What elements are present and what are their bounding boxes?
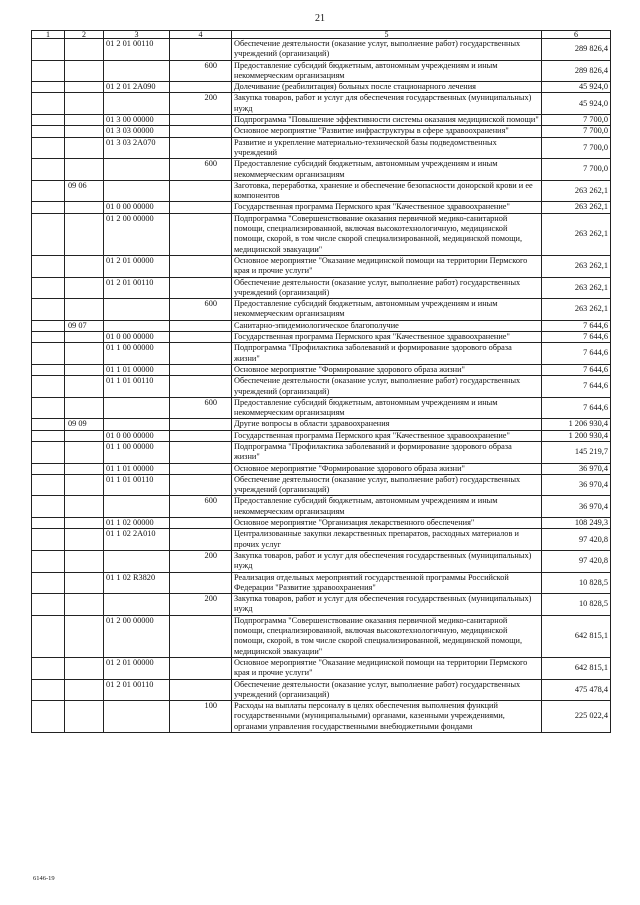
cell-col1 bbox=[32, 126, 65, 137]
cell-target-code: 01 1 02 2А010 bbox=[104, 529, 170, 551]
cell-expense-type bbox=[170, 441, 232, 463]
cell-description: Государственная программа Пермского края "Качественное здравоохранение" bbox=[232, 202, 542, 213]
cell-target-code: 01 2 01 00000 bbox=[104, 657, 170, 679]
cell-section-code bbox=[65, 202, 104, 213]
table-row bbox=[32, 701, 611, 733]
cell-col1 bbox=[32, 115, 65, 126]
cell-section-code bbox=[65, 594, 104, 616]
cell-expense-type: 600 bbox=[170, 397, 232, 419]
cell-expense-type bbox=[170, 39, 232, 61]
cell-section-code: 09 09 bbox=[65, 419, 104, 430]
table-row bbox=[32, 320, 611, 331]
table-row bbox=[32, 550, 611, 572]
table-row bbox=[32, 529, 611, 551]
table-row bbox=[32, 518, 611, 529]
cell-description: Развитие и укрепление материально-технической базы подведомственных учреждений bbox=[232, 137, 542, 159]
cell-description: Основное мероприятие "Оказание медицинской помощи на территории Пермского края и прочие услуги" bbox=[232, 255, 542, 277]
cell-description: Обеспечение деятельности (оказание услуг, выполнение работ) государственных учреждений (организаций) bbox=[232, 376, 542, 398]
cell-section-code bbox=[65, 615, 104, 657]
cell-target-code: 01 2 00 00000 bbox=[104, 213, 170, 255]
cell-description: Другие вопросы в области здравоохранения bbox=[232, 419, 542, 430]
cell-expense-type bbox=[170, 213, 232, 255]
cell-target-code: 01 1 02 R3820 bbox=[104, 572, 170, 594]
cell-col1 bbox=[32, 137, 65, 159]
cell-col1 bbox=[32, 594, 65, 616]
cell-expense-type bbox=[170, 137, 232, 159]
cell-description: Предоставление субсидий бюджетным, автономным учреждениям и иным некоммерческим организациям bbox=[232, 397, 542, 419]
column-number-2: 2 bbox=[65, 31, 104, 39]
cell-amount: 7 700,0 bbox=[542, 159, 611, 181]
cell-description: Закупка товаров, работ и услуг для обеспечения государственных (муниципальных) нужд bbox=[232, 594, 542, 616]
cell-col1 bbox=[32, 332, 65, 343]
cell-amount: 289 826,4 bbox=[542, 39, 611, 61]
table-row bbox=[32, 572, 611, 594]
cell-description: Долечивание (реабилитация) больных после стационарного лечения bbox=[232, 82, 542, 93]
cell-target-code: 01 1 01 00000 bbox=[104, 364, 170, 375]
table-row bbox=[32, 277, 611, 299]
cell-amount: 263 262,1 bbox=[542, 277, 611, 299]
cell-amount: 642 815,1 bbox=[542, 657, 611, 679]
cell-expense-type bbox=[170, 320, 232, 331]
cell-description: Реализация отдельных мероприятий государственной программы Российской Федерации "Развитие здравоохранения" bbox=[232, 572, 542, 594]
cell-expense-type bbox=[170, 529, 232, 551]
cell-expense-type bbox=[170, 115, 232, 126]
cell-section-code bbox=[65, 679, 104, 701]
cell-amount: 475 478,4 bbox=[542, 679, 611, 701]
cell-section-code bbox=[65, 126, 104, 137]
table-row bbox=[32, 82, 611, 93]
column-number-3: 3 bbox=[104, 31, 170, 39]
cell-target-code bbox=[104, 180, 170, 202]
cell-description: Обеспечение деятельности (оказание услуг, выполнение работ) государственных учреждений (организаций) bbox=[232, 39, 542, 61]
table-row bbox=[32, 594, 611, 616]
table-row bbox=[32, 419, 611, 430]
cell-section-code bbox=[65, 299, 104, 321]
cell-target-code: 01 1 02 00000 bbox=[104, 518, 170, 529]
cell-section-code bbox=[65, 115, 104, 126]
cell-col1 bbox=[32, 474, 65, 496]
cell-description: Обеспечение деятельности (оказание услуг, выполнение работ) государственных учреждений (организаций) bbox=[232, 474, 542, 496]
table-row bbox=[32, 137, 611, 159]
cell-target-code: 01 1 01 00110 bbox=[104, 474, 170, 496]
cell-description: Предоставление субсидий бюджетным, автономным учреждениям и иным некоммерческим организациям bbox=[232, 496, 542, 518]
cell-target-code: 01 2 01 00110 bbox=[104, 277, 170, 299]
cell-amount: 263 262,1 bbox=[542, 180, 611, 202]
cell-target-code bbox=[104, 550, 170, 572]
cell-expense-type bbox=[170, 679, 232, 701]
cell-amount: 7 644,6 bbox=[542, 364, 611, 375]
cell-col1 bbox=[32, 159, 65, 181]
cell-expense-type bbox=[170, 277, 232, 299]
cell-expense-type bbox=[170, 364, 232, 375]
table-row bbox=[32, 463, 611, 474]
cell-expense-type bbox=[170, 82, 232, 93]
cell-section-code: 09 07 bbox=[65, 320, 104, 331]
cell-amount: 36 970,4 bbox=[542, 474, 611, 496]
cell-description: Предоставление субсидий бюджетным, автономным учреждениям и иным некоммерческим организациям bbox=[232, 299, 542, 321]
cell-section-code bbox=[65, 550, 104, 572]
cell-target-code: 01 0 00 00000 bbox=[104, 332, 170, 343]
cell-amount: 642 815,1 bbox=[542, 615, 611, 657]
cell-section-code bbox=[65, 572, 104, 594]
cell-amount: 45 924,0 bbox=[542, 93, 611, 115]
table-row bbox=[32, 93, 611, 115]
cell-target-code bbox=[104, 159, 170, 181]
cell-col1 bbox=[32, 615, 65, 657]
cell-col1 bbox=[32, 679, 65, 701]
cell-amount: 263 262,1 bbox=[542, 213, 611, 255]
table-row bbox=[32, 159, 611, 181]
cell-expense-type bbox=[170, 126, 232, 137]
cell-amount: 263 262,1 bbox=[542, 255, 611, 277]
cell-expense-type bbox=[170, 463, 232, 474]
cell-expense-type: 600 bbox=[170, 496, 232, 518]
cell-target-code: 01 1 00 00000 bbox=[104, 343, 170, 365]
cell-col1 bbox=[32, 343, 65, 365]
cell-section-code bbox=[65, 430, 104, 441]
cell-section-code bbox=[65, 441, 104, 463]
cell-target-code bbox=[104, 701, 170, 733]
cell-target-code: 01 2 00 00000 bbox=[104, 615, 170, 657]
cell-expense-type bbox=[170, 255, 232, 277]
cell-target-code bbox=[104, 320, 170, 331]
cell-section-code bbox=[65, 529, 104, 551]
table-row bbox=[32, 299, 611, 321]
table-row bbox=[32, 364, 611, 375]
cell-target-code: 01 3 03 00000 bbox=[104, 126, 170, 137]
cell-amount: 36 970,4 bbox=[542, 496, 611, 518]
cell-section-code bbox=[65, 463, 104, 474]
cell-target-code: 01 1 01 00000 bbox=[104, 463, 170, 474]
cell-amount: 1 206 930,4 bbox=[542, 419, 611, 430]
cell-target-code: 01 2 01 00000 bbox=[104, 255, 170, 277]
cell-col1 bbox=[32, 496, 65, 518]
cell-col1 bbox=[32, 299, 65, 321]
cell-section-code: 09 06 bbox=[65, 180, 104, 202]
cell-col1 bbox=[32, 701, 65, 733]
cell-description: Государственная программа Пермского края "Качественное здравоохранение" bbox=[232, 430, 542, 441]
table-row bbox=[32, 397, 611, 419]
table-row bbox=[32, 441, 611, 463]
cell-expense-type bbox=[170, 343, 232, 365]
cell-amount: 7 644,6 bbox=[542, 397, 611, 419]
cell-expense-type: 200 bbox=[170, 594, 232, 616]
cell-col1 bbox=[32, 419, 65, 430]
cell-target-code: 01 3 03 2А070 bbox=[104, 137, 170, 159]
cell-col1 bbox=[32, 93, 65, 115]
cell-description: Основное мероприятие "Организация лекарственного обеспечения" bbox=[232, 518, 542, 529]
cell-col1 bbox=[32, 320, 65, 331]
cell-expense-type bbox=[170, 202, 232, 213]
cell-description: Подпрограмма "Профилактика заболеваний и формирование здорового образа жизни" bbox=[232, 441, 542, 463]
cell-amount: 97 420,8 bbox=[542, 550, 611, 572]
cell-col1 bbox=[32, 180, 65, 202]
cell-expense-type bbox=[170, 332, 232, 343]
cell-amount: 145 219,7 bbox=[542, 441, 611, 463]
cell-description: Санитарно-эпидемиологическое благополучие bbox=[232, 320, 542, 331]
cell-expense-type bbox=[170, 615, 232, 657]
cell-description: Закупка товаров, работ и услуг для обеспечения государственных (муниципальных) нужд bbox=[232, 550, 542, 572]
column-number-1: 1 bbox=[32, 31, 65, 39]
table-row bbox=[32, 213, 611, 255]
cell-description: Основное мероприятие "Формирование здорового образа жизни" bbox=[232, 364, 542, 375]
cell-description: Подпрограмма "Совершенствование оказания первичной медико-санитарной помощи, специализированной, включая высокотехнологичную, медицинской помощи, скорой, в том числе скорой специализированной, медицинской помощи, медицинской эвакуации" bbox=[232, 615, 542, 657]
cell-col1 bbox=[32, 463, 65, 474]
table-row bbox=[32, 474, 611, 496]
column-number-4: 4 bbox=[170, 31, 232, 39]
cell-col1 bbox=[32, 441, 65, 463]
cell-col1 bbox=[32, 550, 65, 572]
cell-section-code bbox=[65, 93, 104, 115]
column-number-6: 6 bbox=[542, 31, 611, 39]
table-row bbox=[32, 180, 611, 202]
cell-section-code bbox=[65, 332, 104, 343]
cell-col1 bbox=[32, 572, 65, 594]
table-row bbox=[32, 343, 611, 365]
cell-target-code: 01 0 00 00000 bbox=[104, 202, 170, 213]
cell-col1 bbox=[32, 364, 65, 375]
cell-section-code bbox=[65, 255, 104, 277]
cell-section-code bbox=[65, 343, 104, 365]
cell-col1 bbox=[32, 255, 65, 277]
cell-target-code bbox=[104, 93, 170, 115]
table-row bbox=[32, 376, 611, 398]
cell-description: Основное мероприятие "Оказание медицинской помощи на территории Пермского края и прочие услуги" bbox=[232, 657, 542, 679]
cell-target-code: 01 1 00 00000 bbox=[104, 441, 170, 463]
cell-amount: 1 200 930,4 bbox=[542, 430, 611, 441]
cell-amount: 7 644,6 bbox=[542, 376, 611, 398]
cell-col1 bbox=[32, 657, 65, 679]
page-number: 21 bbox=[315, 13, 325, 24]
cell-expense-type: 200 bbox=[170, 93, 232, 115]
cell-target-code bbox=[104, 397, 170, 419]
cell-section-code bbox=[65, 364, 104, 375]
cell-amount: 36 970,4 bbox=[542, 463, 611, 474]
cell-amount: 7 700,0 bbox=[542, 137, 611, 159]
cell-section-code bbox=[65, 137, 104, 159]
cell-description: Подпрограмма "Повышение эффективности системы оказания медицинской помощи" bbox=[232, 115, 542, 126]
cell-section-code bbox=[65, 39, 104, 61]
table-row bbox=[32, 430, 611, 441]
cell-expense-type: 100 bbox=[170, 701, 232, 733]
cell-expense-type bbox=[170, 518, 232, 529]
cell-description: Основное мероприятие "Развитие инфраструктуры в сфере здравоохранения" bbox=[232, 126, 542, 137]
table-row bbox=[32, 332, 611, 343]
cell-description: Основное мероприятие "Формирование здорового образа жизни" bbox=[232, 463, 542, 474]
cell-description: Подпрограмма "Совершенствование оказания первичной медико-санитарной помощи, специализированной, включая высокотехнологичную, медицинской помощи, скорой, в том числе скорой специализированной, медицинской помощи, медицинской эвакуации" bbox=[232, 213, 542, 255]
cell-col1 bbox=[32, 82, 65, 93]
cell-amount: 7 644,6 bbox=[542, 343, 611, 365]
cell-amount: 10 828,5 bbox=[542, 572, 611, 594]
cell-target-code: 01 2 01 2А090 bbox=[104, 82, 170, 93]
cell-col1 bbox=[32, 397, 65, 419]
cell-description: Обеспечение деятельности (оказание услуг, выполнение работ) государственных учреждений (организаций) bbox=[232, 679, 542, 701]
cell-section-code bbox=[65, 474, 104, 496]
document-code: 6146-19 bbox=[33, 875, 55, 882]
table-row bbox=[32, 657, 611, 679]
cell-section-code bbox=[65, 277, 104, 299]
cell-target-code bbox=[104, 299, 170, 321]
cell-target-code bbox=[104, 594, 170, 616]
cell-col1 bbox=[32, 529, 65, 551]
cell-section-code bbox=[65, 376, 104, 398]
cell-description: Подпрограмма "Профилактика заболеваний и формирование здорового образа жизни" bbox=[232, 343, 542, 365]
cell-expense-type bbox=[170, 180, 232, 202]
cell-amount: 289 826,4 bbox=[542, 60, 611, 82]
cell-col1 bbox=[32, 213, 65, 255]
cell-amount: 108 249,3 bbox=[542, 518, 611, 529]
cell-amount: 97 420,8 bbox=[542, 529, 611, 551]
table-row bbox=[32, 202, 611, 213]
header-row bbox=[32, 31, 611, 39]
cell-amount: 225 022,4 bbox=[542, 701, 611, 733]
table-row bbox=[32, 60, 611, 82]
cell-amount: 7 644,6 bbox=[542, 320, 611, 331]
cell-target-code: 01 2 01 00110 bbox=[104, 679, 170, 701]
table-row bbox=[32, 255, 611, 277]
cell-description: Предоставление субсидий бюджетным, автономным учреждениям и иным некоммерческим организациям bbox=[232, 159, 542, 181]
cell-col1 bbox=[32, 376, 65, 398]
cell-col1 bbox=[32, 39, 65, 61]
cell-target-code bbox=[104, 419, 170, 430]
cell-expense-type bbox=[170, 572, 232, 594]
cell-amount: 45 924,0 bbox=[542, 82, 611, 93]
cell-section-code bbox=[65, 496, 104, 518]
table-row bbox=[32, 679, 611, 701]
cell-target-code bbox=[104, 60, 170, 82]
cell-col1 bbox=[32, 202, 65, 213]
cell-expense-type bbox=[170, 474, 232, 496]
cell-expense-type: 600 bbox=[170, 60, 232, 82]
cell-section-code bbox=[65, 397, 104, 419]
cell-section-code bbox=[65, 213, 104, 255]
cell-expense-type bbox=[170, 376, 232, 398]
cell-target-code: 01 0 00 00000 bbox=[104, 430, 170, 441]
table-row bbox=[32, 39, 611, 61]
cell-section-code bbox=[65, 657, 104, 679]
cell-expense-type: 600 bbox=[170, 159, 232, 181]
cell-amount: 10 828,5 bbox=[542, 594, 611, 616]
table-row bbox=[32, 615, 611, 657]
cell-expense-type: 600 bbox=[170, 299, 232, 321]
table-row bbox=[32, 496, 611, 518]
cell-target-code: 01 3 00 00000 bbox=[104, 115, 170, 126]
cell-expense-type bbox=[170, 430, 232, 441]
cell-description: Расходы на выплаты персоналу в целях обеспечения выполнения функций государственными (муниципальными) органами, казенными учреждениями, органами управления государственными внебюджетными фондами bbox=[232, 701, 542, 733]
cell-description: Закупка товаров, работ и услуг для обеспечения государственных (муниципальных) нужд bbox=[232, 93, 542, 115]
cell-section-code bbox=[65, 60, 104, 82]
cell-description: Предоставление субсидий бюджетным, автономным учреждениям и иным некоммерческим организациям bbox=[232, 60, 542, 82]
cell-amount: 7 700,0 bbox=[542, 115, 611, 126]
table-row bbox=[32, 126, 611, 137]
cell-target-code bbox=[104, 496, 170, 518]
budget-table bbox=[31, 30, 611, 733]
cell-target-code: 01 1 01 00110 bbox=[104, 376, 170, 398]
cell-section-code bbox=[65, 159, 104, 181]
cell-col1 bbox=[32, 277, 65, 299]
cell-expense-type bbox=[170, 657, 232, 679]
cell-description: Заготовка, переработка, хранение и обеспечение безопасности донорской крови и ее компонентов bbox=[232, 180, 542, 202]
cell-col1 bbox=[32, 60, 65, 82]
cell-amount: 263 262,1 bbox=[542, 299, 611, 321]
cell-expense-type: 200 bbox=[170, 550, 232, 572]
cell-amount: 7 644,6 bbox=[542, 332, 611, 343]
cell-amount: 263 262,1 bbox=[542, 202, 611, 213]
cell-section-code bbox=[65, 701, 104, 733]
cell-amount: 7 700,0 bbox=[542, 126, 611, 137]
cell-section-code bbox=[65, 518, 104, 529]
cell-target-code: 01 2 01 00110 bbox=[104, 39, 170, 61]
cell-description: Государственная программа Пермского края "Качественное здравоохранение" bbox=[232, 332, 542, 343]
cell-col1 bbox=[32, 518, 65, 529]
cell-description: Обеспечение деятельности (оказание услуг, выполнение работ) государственных учреждений (организаций) bbox=[232, 277, 542, 299]
cell-expense-type bbox=[170, 419, 232, 430]
cell-description: Централизованные закупки лекарственных препаратов, расходных материалов и прочих услуг bbox=[232, 529, 542, 551]
table-row bbox=[32, 115, 611, 126]
cell-section-code bbox=[65, 82, 104, 93]
column-number-5: 5 bbox=[232, 31, 542, 39]
cell-col1 bbox=[32, 430, 65, 441]
